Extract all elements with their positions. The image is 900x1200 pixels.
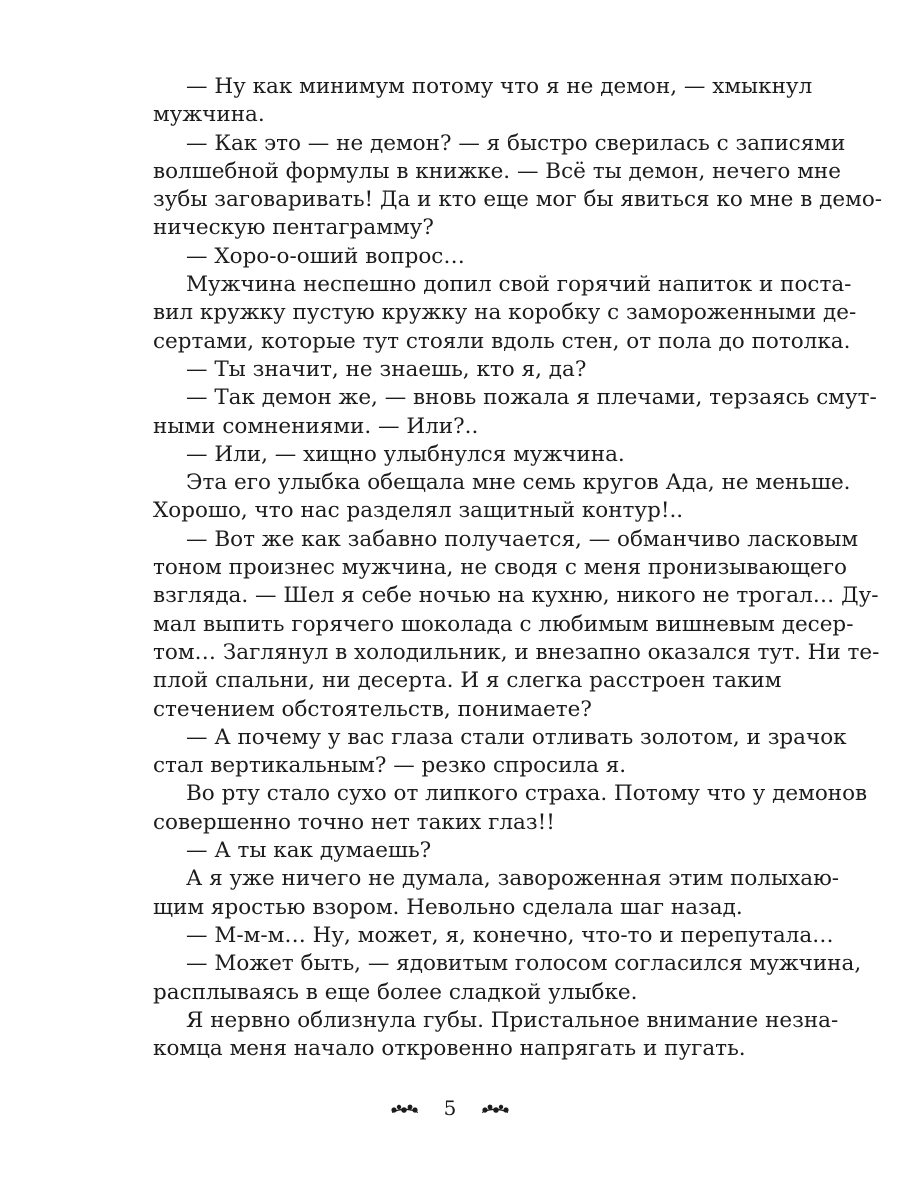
- text-line: — Хоро-о-оший вопрос…: [186, 243, 465, 269]
- text-line: — Как это — не демон? — я быстро сверилась с записями: [186, 130, 846, 156]
- text-line: — Может быть, — ядовитым голосом согласился мужчина,: [186, 951, 862, 977]
- text-line: мал выпить горячего шоколада с любимым вишневым десер-: [153, 611, 854, 637]
- body-text: [153, 73, 883, 1063]
- text-line: — Так демон же, — вновь пожала я плечами, терзаясь смут-: [186, 385, 877, 411]
- text-line: щим яростью взором. Невольно сделала шаг назад.: [153, 894, 743, 920]
- text-line: Мужчина неспешно допил свой горячий напиток и поста-: [186, 272, 852, 298]
- text-line: зубы заговаривать! Да и кто еще мог бы явиться ко мне в демо-: [153, 187, 883, 213]
- text-line: том… Заглянул в холодильник, и внезапно оказался тут. Ни те-: [153, 639, 880, 665]
- page-number: 5: [443, 1096, 457, 1120]
- text-line: — А почему у вас глаза стали отливать золотом, и зрачок: [186, 724, 847, 750]
- text-line: ными сомнениями. — Или?..: [153, 413, 479, 439]
- text-line: взгляда. — Шел я себе ночью на кухню, никого не трогал… Ду-: [153, 583, 879, 609]
- page-footer: [0, 1088, 900, 1128]
- text-line: ническую пентаграмму?: [153, 215, 434, 241]
- text-line: Хорошо, что нас разделял защитный контур!..: [153, 498, 684, 524]
- text-line: стал вертикальным? — резко спросила я.: [153, 753, 627, 779]
- text-line: тоном произнес мужчина, не сводя с меня пронизывающего: [153, 555, 847, 581]
- text-line: — Ну как минимум потому что я не демон, — хмыкнул: [186, 74, 813, 99]
- text-line: — А ты как думаешь?: [186, 838, 432, 864]
- text-line: мужчина.: [153, 102, 265, 128]
- text-line: — Или, — хищно улыбнулся мужчина.: [186, 441, 625, 467]
- text-line: расплываясь в еще более сладкой улыбке.: [153, 979, 638, 1005]
- text-line: — Вот же как забавно получается, — обманчиво ласковым: [186, 526, 859, 552]
- text-line: плой спальни, ни десерта. И я слегка расстроен таким: [153, 668, 782, 694]
- text-line: совершенно точно нет таких глаз!!: [153, 809, 555, 835]
- text-line: Во рту стало сухо от липкого страха. Потому что у демонов: [186, 781, 868, 807]
- text-line: А я уже ничего не думала, завороженная этим полыхаю-: [186, 866, 840, 892]
- text-line: Эта его улыбка обещала мне семь кругов Ада, не меньше.: [186, 470, 851, 496]
- text-line: стечением обстоятельств, понимаете?: [153, 696, 592, 722]
- text-line: — Ты значит, не знаешь, кто я, да?: [186, 356, 587, 382]
- text-line: вил кружку пустую кружку на коробку с замороженными де-: [153, 300, 857, 326]
- text-line: — М-м-м… Ну, может, я, конечно, что-то и перепутала…: [186, 922, 834, 948]
- floral-ornament-icon: [390, 1101, 420, 1115]
- text-line: волшебной формулы в книжке. — Всё ты демон, нечего мне: [153, 158, 841, 184]
- text-line: сертами, которые тут стояли вдоль стен, от пола до потолка.: [153, 328, 851, 354]
- text-line: комца меня начало откровенно напрягать и пугать.: [153, 1036, 746, 1062]
- text-line: Я нервно облизнула губы. Пристальное внимание незна-: [186, 1007, 839, 1033]
- floral-ornament-icon: [480, 1101, 510, 1115]
